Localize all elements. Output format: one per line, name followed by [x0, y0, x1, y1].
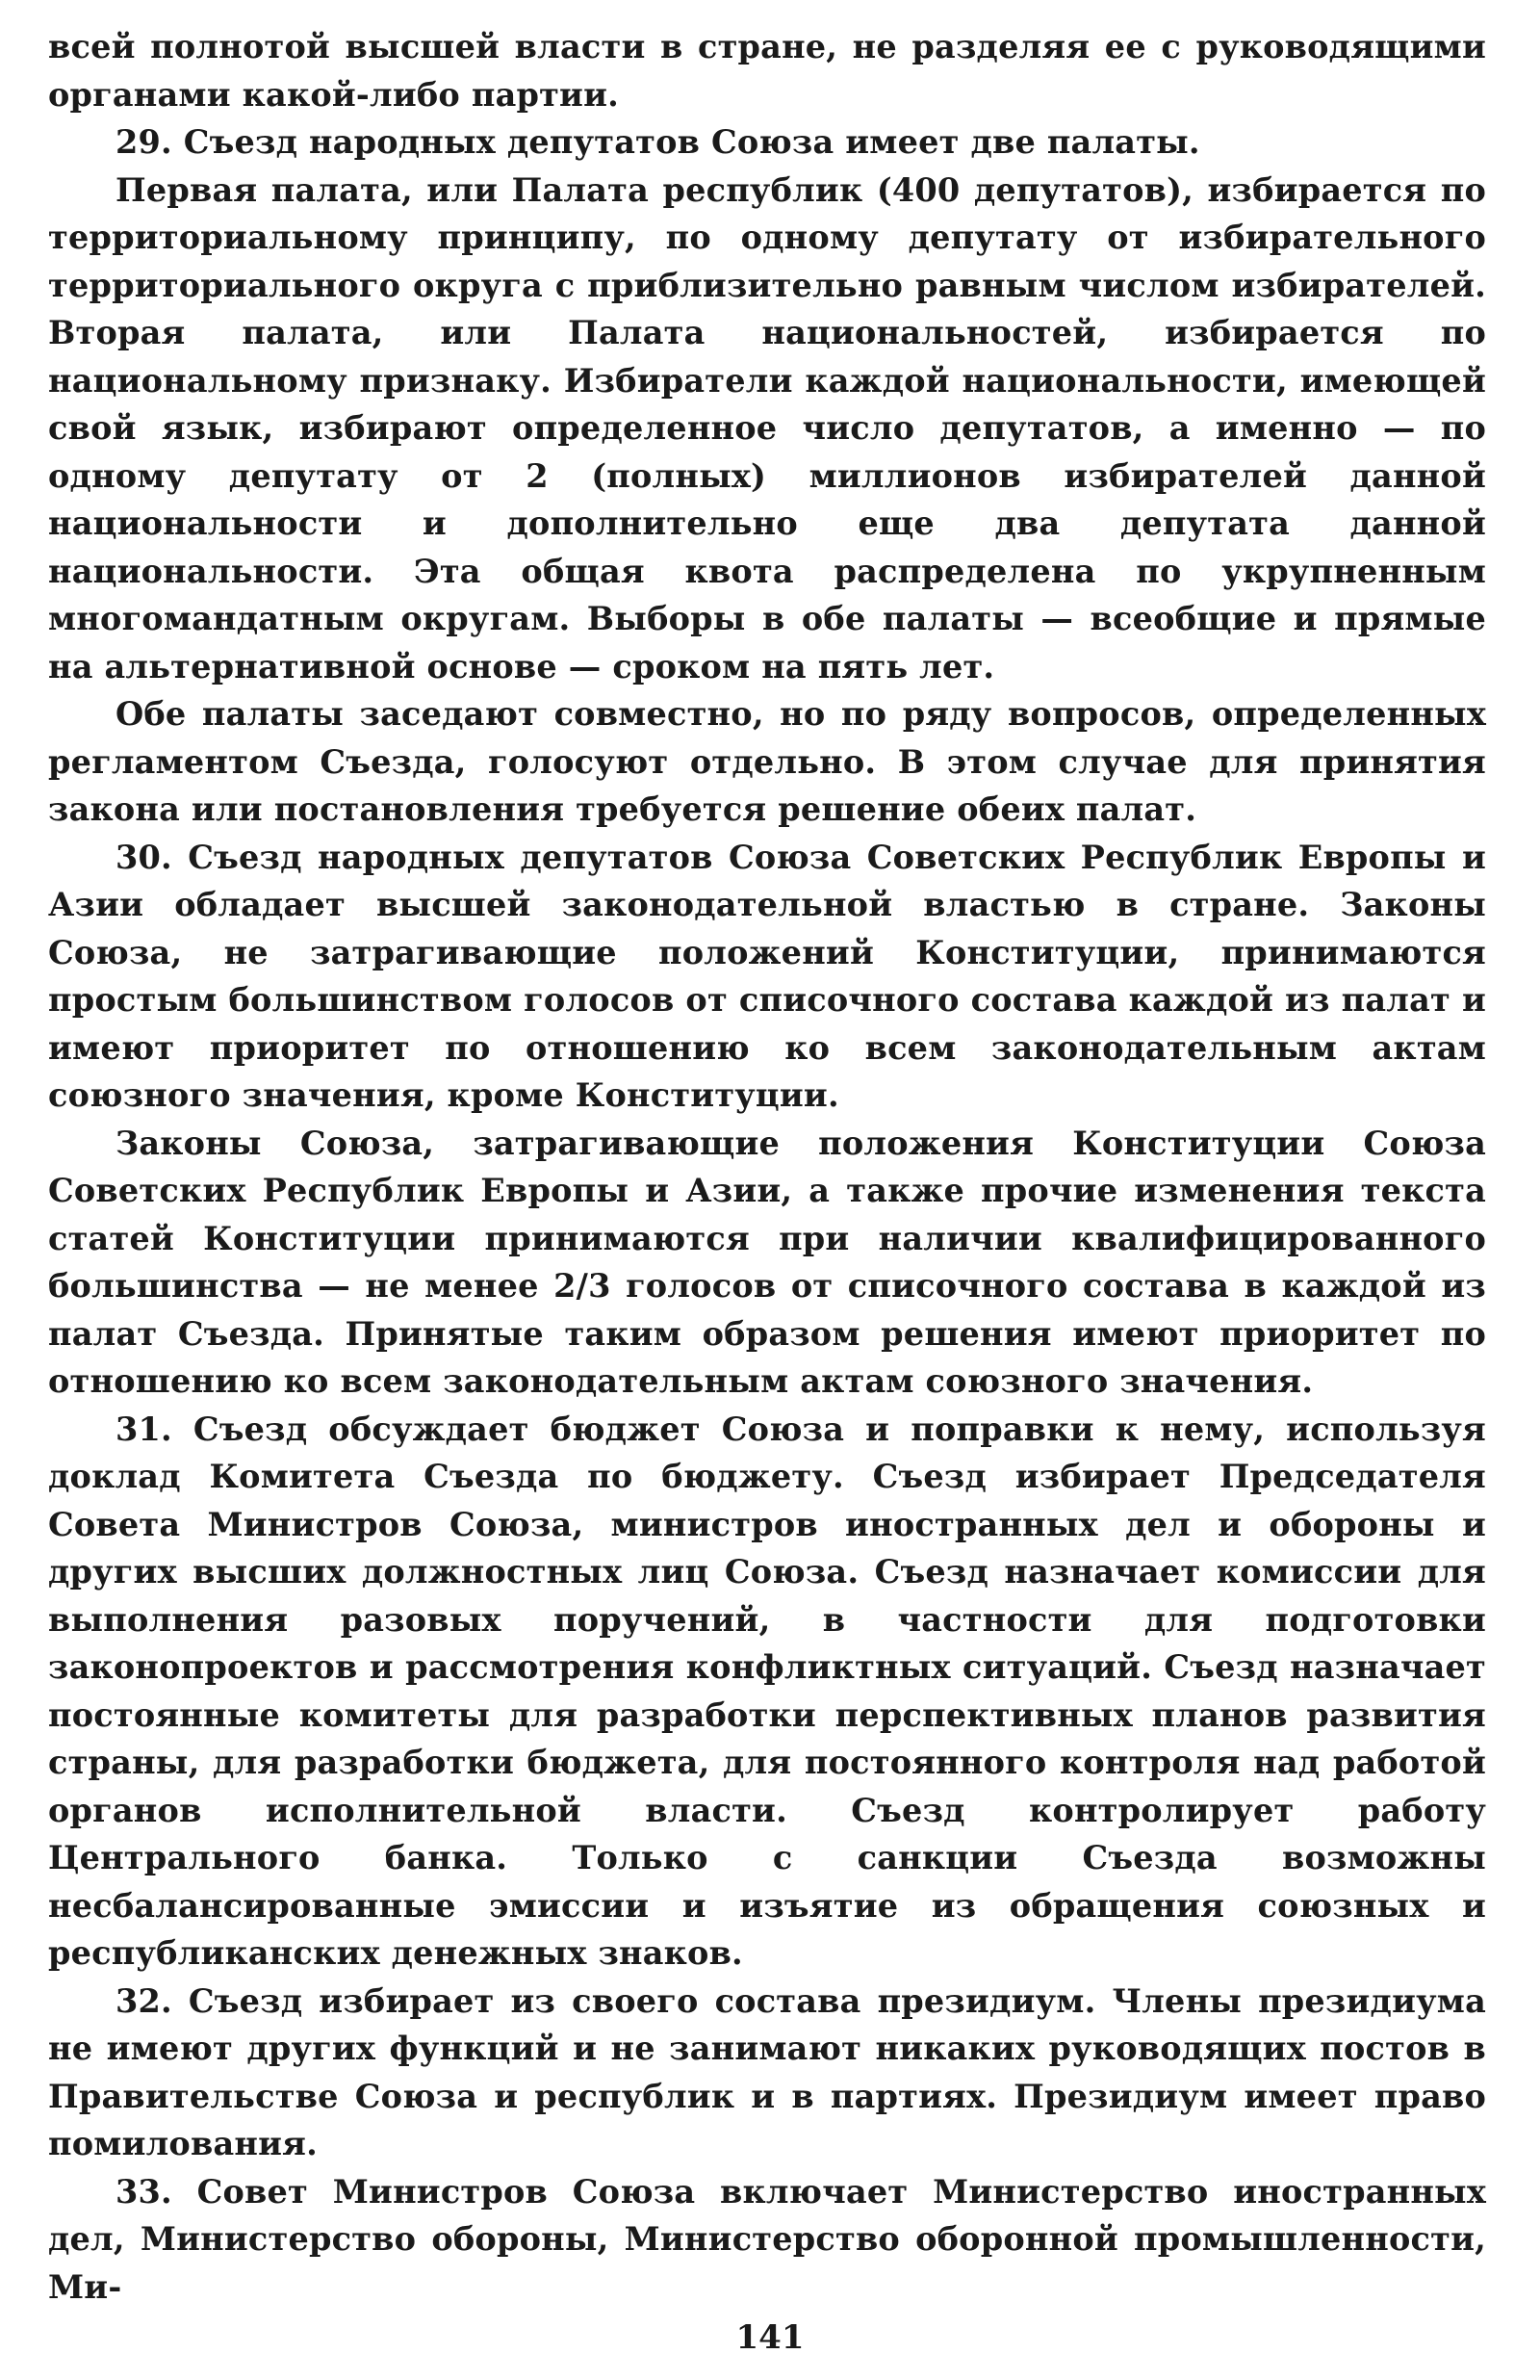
paragraph-article-33: 33. Совет Министров Союза включает Министерство иностранных дел, Министерство обороны, Министерство оборонной промышленности, Ми-	[48, 2172, 1486, 2306]
page-number: 141	[735, 2318, 805, 2357]
paragraph-chambers: Первая палата, или Палата республик (400 депутатов), избирается по территориальному принципу, по одному депутату от избирательного территориального округа с приблизительно равным числом избирателей. Вторая палата, или Палата национальностей, избирается по национальному признаку. Избиратели каждой национальности, имеющей свой язык, избирают определенное число депутатов, а именно — по одному депутату от 2 (полных) миллионов избирателей данной национальности и дополнительно еще два депутата данной национальности. Эта общая квота распределена по укрупненным многомандатным округам. Выборы в обе палаты — всеобщие и прямые на альтернативной основе — сроком на пять лет.	[48, 170, 1486, 686]
paragraph-article-29: 29. Съезд народных депутатов Союза имеет две палаты.	[116, 123, 1200, 161]
paragraph-joint-sessions: Обе палаты заседают совместно, но по ряду вопросов, определенных регламентом Съезда, голосуют отдельно. В этом случае для принятия закона или постановления требуется решение обеих палат.	[48, 695, 1486, 828]
paragraph-article-31: 31. Съезд обсуждает бюджет Союза и поправки к нему, используя доклад Комитета Съезда по бюджету. Съезд избирает Председателя Совета Министров Союза, министров иностранных дел и обороны и других высших должностных лиц Союза. Съезд назначает комиссии для выполнения разовых поручений, в частности для подготовки законопроектов и рассмотрения конфликтных ситуаций. Съезд назначает постоянные комитеты для разработки перспективных планов развития страны, для разработки бюджета, для постоянного контроля над работой органов исполнительной власти. Съезд контролирует работу Центрального банка. Только с санкции Съезда возможны несбалансированные эмиссии и изъятие из обращения союзных и республиканских денежных знаков.	[48, 1410, 1486, 1972]
paragraph-article-32: 32. Съезд избирает из своего состава президиум. Члены президиума не имеют других функций и не занимают никаких руководящих постов в Правительстве Союза и республик и в партиях. Президиум имеет право помилования.	[48, 1981, 1486, 2162]
body-text	[48, 23, 1486, 2311]
paragraph-continuation: всей полнотой высшей власти в стране, не разделяя ее с руководящими органами какой-либо партии.	[48, 28, 1486, 114]
paragraph-article-30: 30. Съезд народных депутатов Союза Советских Республик Европы и Азии обладает высшей законодательной властью в стране. Законы Союза, не затрагивающие положений Конституции, принимаются простым большинством голосов от списочного состава каждой из палат и имеют приоритет по отношению ко всем законодательным актам союзного значения, кроме Конституции.	[48, 838, 1486, 1114]
paragraph-constitutional-laws: Законы Союза, затрагивающие положения Конституции Союза Советских Республик Европы и Азии, а также прочие изменения текста статей Конституции принимаются при наличии квалифицированного большинства — не менее 2/3 голосов от списочного состава в каждой из палат Съезда. Принятые таким образом решения имеют приоритет по отношению ко всем законодательным актам союзного значения.	[48, 1124, 1486, 1400]
